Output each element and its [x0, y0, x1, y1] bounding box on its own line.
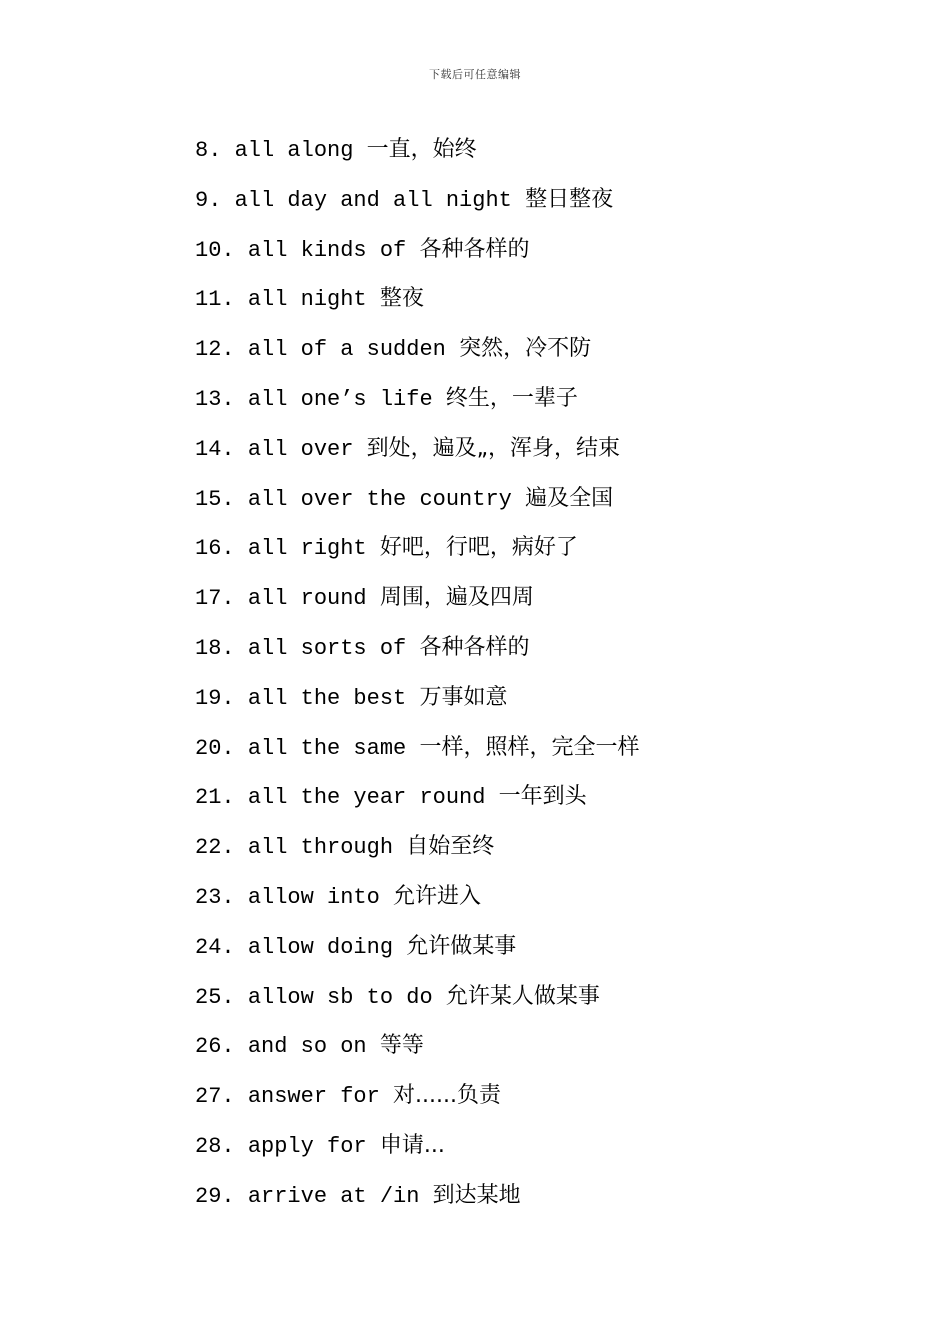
entry-number: 23. [195, 884, 235, 910]
entry-phrase: all the best [247, 685, 407, 711]
entry-number: 24. [195, 934, 235, 960]
entry-meaning: 一样，照样，完全一样 [419, 734, 640, 760]
entry-phrase: all night [247, 287, 367, 313]
entry-meaning: 对......负责 [393, 1083, 502, 1109]
entry-number: 8. [195, 138, 222, 163]
entry-phrase: all the year round [247, 785, 486, 811]
entry-meaning: 允许做某事 [406, 933, 517, 959]
entry-phrase: all one’s life [247, 386, 433, 412]
entry-phrase: all over [247, 436, 354, 462]
entry-meaning: 申请... [379, 1132, 445, 1158]
list-item [195, 678, 639, 728]
header-note: 下载后可任意编辑 [429, 68, 521, 81]
list-item [195, 628, 639, 678]
list-item [195, 528, 639, 578]
entry-number: 11. [195, 287, 235, 313]
entry-meaning: 一年到头 [498, 784, 587, 810]
entry-meaning: 突然，冷不防 [459, 336, 592, 362]
entry-phrase: arrive at /in [247, 1183, 420, 1209]
entry-meaning: 一直，始终 [366, 137, 477, 162]
entry-meaning: 遍及全国 [525, 485, 614, 511]
list-item [195, 977, 639, 1027]
list-item [195, 777, 639, 827]
list-item [195, 1126, 639, 1176]
list-item [195, 130, 639, 180]
entry-phrase: all day and all night [234, 187, 512, 213]
entry-number: 14. [195, 436, 235, 462]
entry-meaning: 等等 [379, 1033, 424, 1059]
list-item [195, 379, 639, 429]
entry-meaning: 到达某地 [432, 1182, 521, 1208]
list-item [195, 728, 639, 778]
entry-number: 29. [195, 1183, 235, 1209]
list-item [195, 1076, 639, 1126]
entry-meaning: 自始至终 [406, 834, 495, 860]
entry-phrase: apply for [247, 1133, 367, 1159]
entry-number: 19. [195, 685, 235, 711]
entry-number: 10. [195, 237, 235, 263]
entry-meaning: 各种各样的 [419, 634, 530, 660]
entry-meaning: 终生，一辈子 [445, 385, 578, 411]
entry-phrase: all sorts of [247, 635, 407, 661]
entry-number: 27. [195, 1084, 235, 1110]
entry-phrase: all right [247, 536, 367, 562]
entry-meaning: 周围，遍及四周 [379, 585, 534, 611]
entry-phrase: and so on [247, 1034, 367, 1060]
entry-phrase: all the same [247, 735, 407, 761]
entry-number: 25. [195, 984, 235, 1010]
list-item [195, 479, 639, 529]
list-item [195, 578, 639, 628]
entry-number: 21. [195, 785, 235, 811]
entry-phrase: all of a sudden [247, 337, 446, 363]
list-item [195, 927, 639, 977]
entry-meaning: 整夜 [379, 286, 424, 312]
entry-meaning: 允许进入 [393, 883, 482, 909]
entry-number: 26. [195, 1034, 235, 1060]
entry-number: 13. [195, 386, 235, 412]
list-item [195, 329, 639, 379]
entry-meaning: 万事如意 [419, 684, 508, 710]
entry-phrase: all kinds of [247, 237, 407, 263]
list-item [195, 230, 639, 280]
entry-phrase: allow sb to do [247, 984, 433, 1010]
entry-number: 20. [195, 735, 235, 761]
entry-number: 17. [195, 586, 235, 612]
entry-meaning: 好吧，行吧，病好了 [379, 535, 578, 561]
list-item [195, 827, 639, 877]
entry-phrase: all through [247, 835, 394, 861]
entry-number: 18. [195, 635, 235, 661]
list-item [195, 877, 639, 927]
entry-number: 22. [195, 835, 235, 861]
entry-meaning: 到处，遍及„，浑身，结束 [366, 435, 621, 461]
entry-phrase: all round [247, 586, 367, 612]
entry-number: 16. [195, 536, 235, 562]
entry-number: 12. [195, 337, 235, 363]
entry-number: 15. [195, 486, 235, 512]
list-item [195, 429, 639, 479]
entry-meaning: 允许某人做某事 [445, 983, 600, 1009]
entry-meaning: 整日整夜 [525, 186, 614, 212]
entry-number: 9. [195, 187, 222, 213]
entry-number: 28. [195, 1133, 235, 1159]
entry-phrase: answer for [247, 1084, 380, 1110]
list-item [195, 180, 639, 230]
entry-phrase: allow doing [247, 934, 394, 960]
list-item [195, 279, 639, 329]
list-item [195, 1026, 639, 1076]
entry-phrase: all along [234, 138, 354, 163]
phrase-list [195, 130, 639, 1226]
entry-meaning: 各种各样的 [419, 236, 530, 262]
list-item [195, 1176, 639, 1226]
entry-phrase: all over the country [247, 486, 512, 512]
entry-phrase: allow into [247, 884, 380, 910]
